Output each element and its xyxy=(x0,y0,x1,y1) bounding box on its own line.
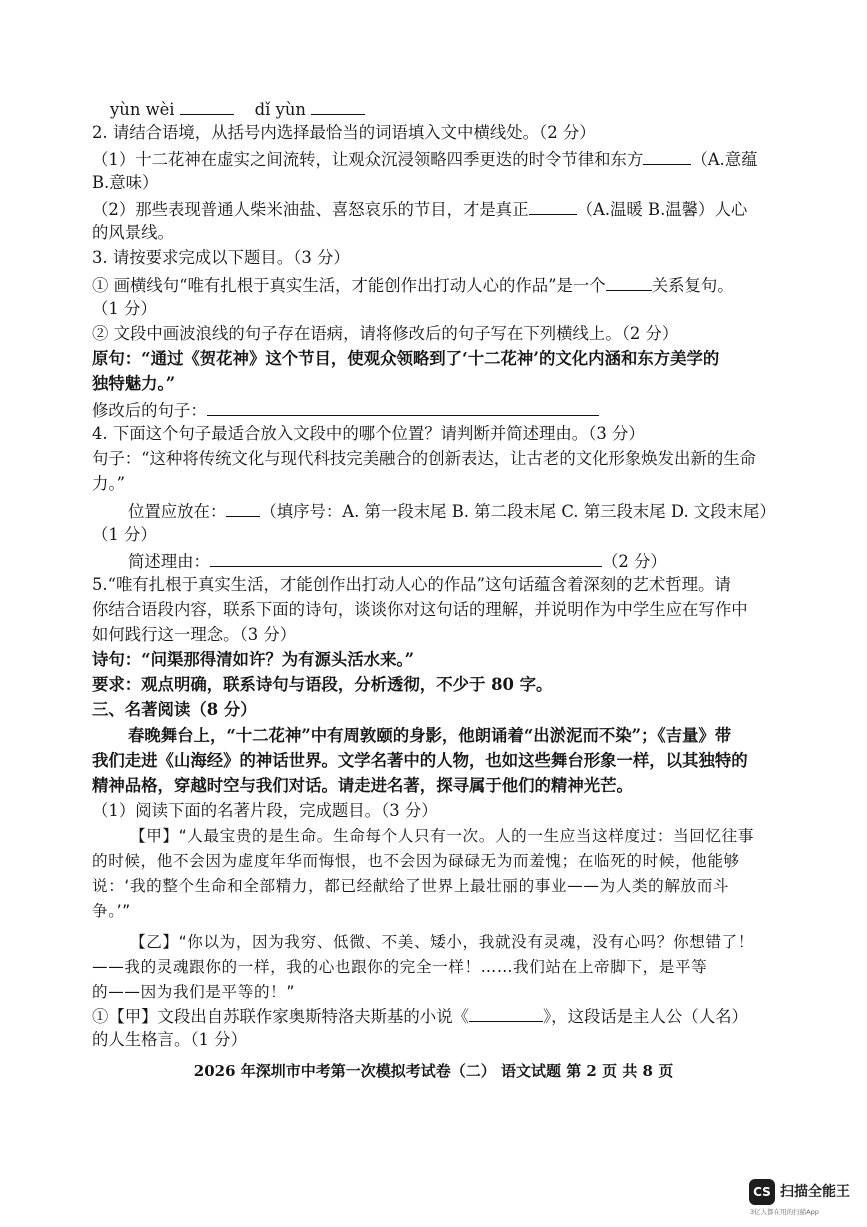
reading-question-1: （1）阅读下面的名著片段，完成题目。（3 分） xyxy=(92,801,438,820)
original-sentence-cont: 独特魅力。” xyxy=(92,374,176,393)
question-3: 3. 请按要求完成以下题目。（3 分） xyxy=(92,248,350,267)
watermark-name: 扫描全能王 xyxy=(780,1184,850,1200)
excerpt-yi: 【乙】“你以为，因为我穷、低微、不美、矮小，我就没有灵魂，没有心吗？你想错了！ xyxy=(130,933,755,951)
original-sentence: 原句：“通过《贺花神》这个节目，使观众领略到了‘十二花神’的文化内涵和东方美学的 xyxy=(92,349,720,368)
question-2-1-cont: B.意味） xyxy=(92,173,159,192)
scanner-watermark xyxy=(749,1179,853,1215)
question-5: 5.“唯有扎根于真实生活，才能创作出打动人心的作品”这句话蕴含着深刻的艺术哲理。请 xyxy=(92,575,731,594)
excerpt-jia-cont: 的时候，他不会因为虚度年华而悔恨，也不会因为碌碌无为而羞愧；在临死的时候，他能够 xyxy=(92,852,740,870)
question-2-1: （1）十二花神在虚实之间流转，让观众沉浸领略四季更迭的时令节律和东方 （A.意蕴 xyxy=(92,146,758,172)
question-5-cont: 你结合语段内容，联系下面的诗句，谈谈你对这句话的理解，并说明作为中学生应在写作中 xyxy=(92,600,748,619)
question-2: 2. 请结合语境，从括号内选择最恰当的词语填入文中横线处。（2 分） xyxy=(92,123,596,142)
question-5-cont2: 如何践行这一理念。（3 分） xyxy=(92,625,297,644)
watermark-tagline: 3亿人都在用的扫描App xyxy=(750,1208,819,1216)
excerpt-jia-cont2: 说：‘我的整个生命和全部精力，都已经献给了世界上最壮丽的事业——为人类的解放而斗 xyxy=(92,877,730,895)
intro-paragraph-cont2: 精神品格，穿越时空与我们对话。请走进名著，探寻属于他们的精神光芒。 xyxy=(92,776,633,795)
question-5-requirement: 要求：观点明确，联系诗句与语段，分析透彻，不少于 80 字。 xyxy=(92,675,553,694)
excerpt-yi-cont: ——我的灵魂跟你的一样，我的心也跟你的完全一样！……我们站在上帝脚下，是平等 xyxy=(92,958,708,976)
question-3-1-score: （1 分） xyxy=(92,299,157,318)
page-footer: 2026 年深圳市中考第一次模拟考试卷（二） 语文试题 第 2 页 共 8 页 xyxy=(193,1062,674,1080)
reading-question-1-1-cont: 的人生格言。（1 分） xyxy=(92,1030,247,1049)
camscanner-logo-icon: CS xyxy=(749,1179,775,1205)
question-2-2-cont: 的风景线。 xyxy=(92,223,174,242)
intro-paragraph: 春晚舞台上，“十二花神”中有周敦颐的身影，他朗诵着“出淤泥而不染”；《吉量》带 xyxy=(128,726,732,745)
question-4-sentence-cont: 力。” xyxy=(92,474,125,493)
question-3-1: ① 画横线句“唯有扎根于真实生活，才能创作出打动人心的作品”是一个 关系复句。 xyxy=(92,272,734,298)
question-4-sentence: 句子：“这种将传统文化与现代科技完美融合的创新表达，让古老的文化形象焕发出新的生命 xyxy=(92,449,757,468)
excerpt-jia: 【甲】“人最宝贵的是生命。生命每个人只有一次。人的一生应当这样度过：当回忆往事 xyxy=(130,827,755,845)
question-5-poem: 诗句：“问渠那得清如许？为有源头活水来。” xyxy=(92,650,415,669)
reading-question-1-1: ①【甲】文段出自苏联作家奥斯特洛夫斯基的小说《 》，这段话是主人公（人名） xyxy=(92,1003,748,1029)
section-3-title: 三、名著阅读（8 分） xyxy=(92,700,257,719)
excerpt-yi-cont2: 的——因为我们是平等的！” xyxy=(92,983,296,1001)
intro-paragraph-cont: 我们走进《山海经》的神话世界。文学名著中的人物，也如这些舞台形象一样，以其独特的 xyxy=(92,751,748,770)
question-4-reason: 简述理由： （2 分） xyxy=(128,548,667,574)
revised-sentence-line: 修改后的句子： xyxy=(92,397,599,423)
question-4-position: 位置应放在： （填序号：A. 第一段末尾 B. 第二段末尾 C. 第三段末尾 D. 文段末尾） xyxy=(128,498,776,524)
excerpt-jia-cont3: 争。’” xyxy=(92,902,131,920)
pinyin-line: yùn wèi dǐ yùn xyxy=(110,96,365,122)
question-2-2: （2）那些表现普通人柴米油盐、喜怒哀乐的节目，才是真正 （A.温暖 B.温馨）人心 xyxy=(92,196,747,222)
question-4: 4. 下面这个句子最适合放入文段中的哪个位置？请判断并简述理由。（3 分） xyxy=(92,424,645,443)
question-3-2: ② 文段中画波浪线的句子存在语病，请将修改后的句子写在下列横线上。（2 分） xyxy=(92,324,679,343)
question-4-position-score: （1 分） xyxy=(92,525,157,544)
